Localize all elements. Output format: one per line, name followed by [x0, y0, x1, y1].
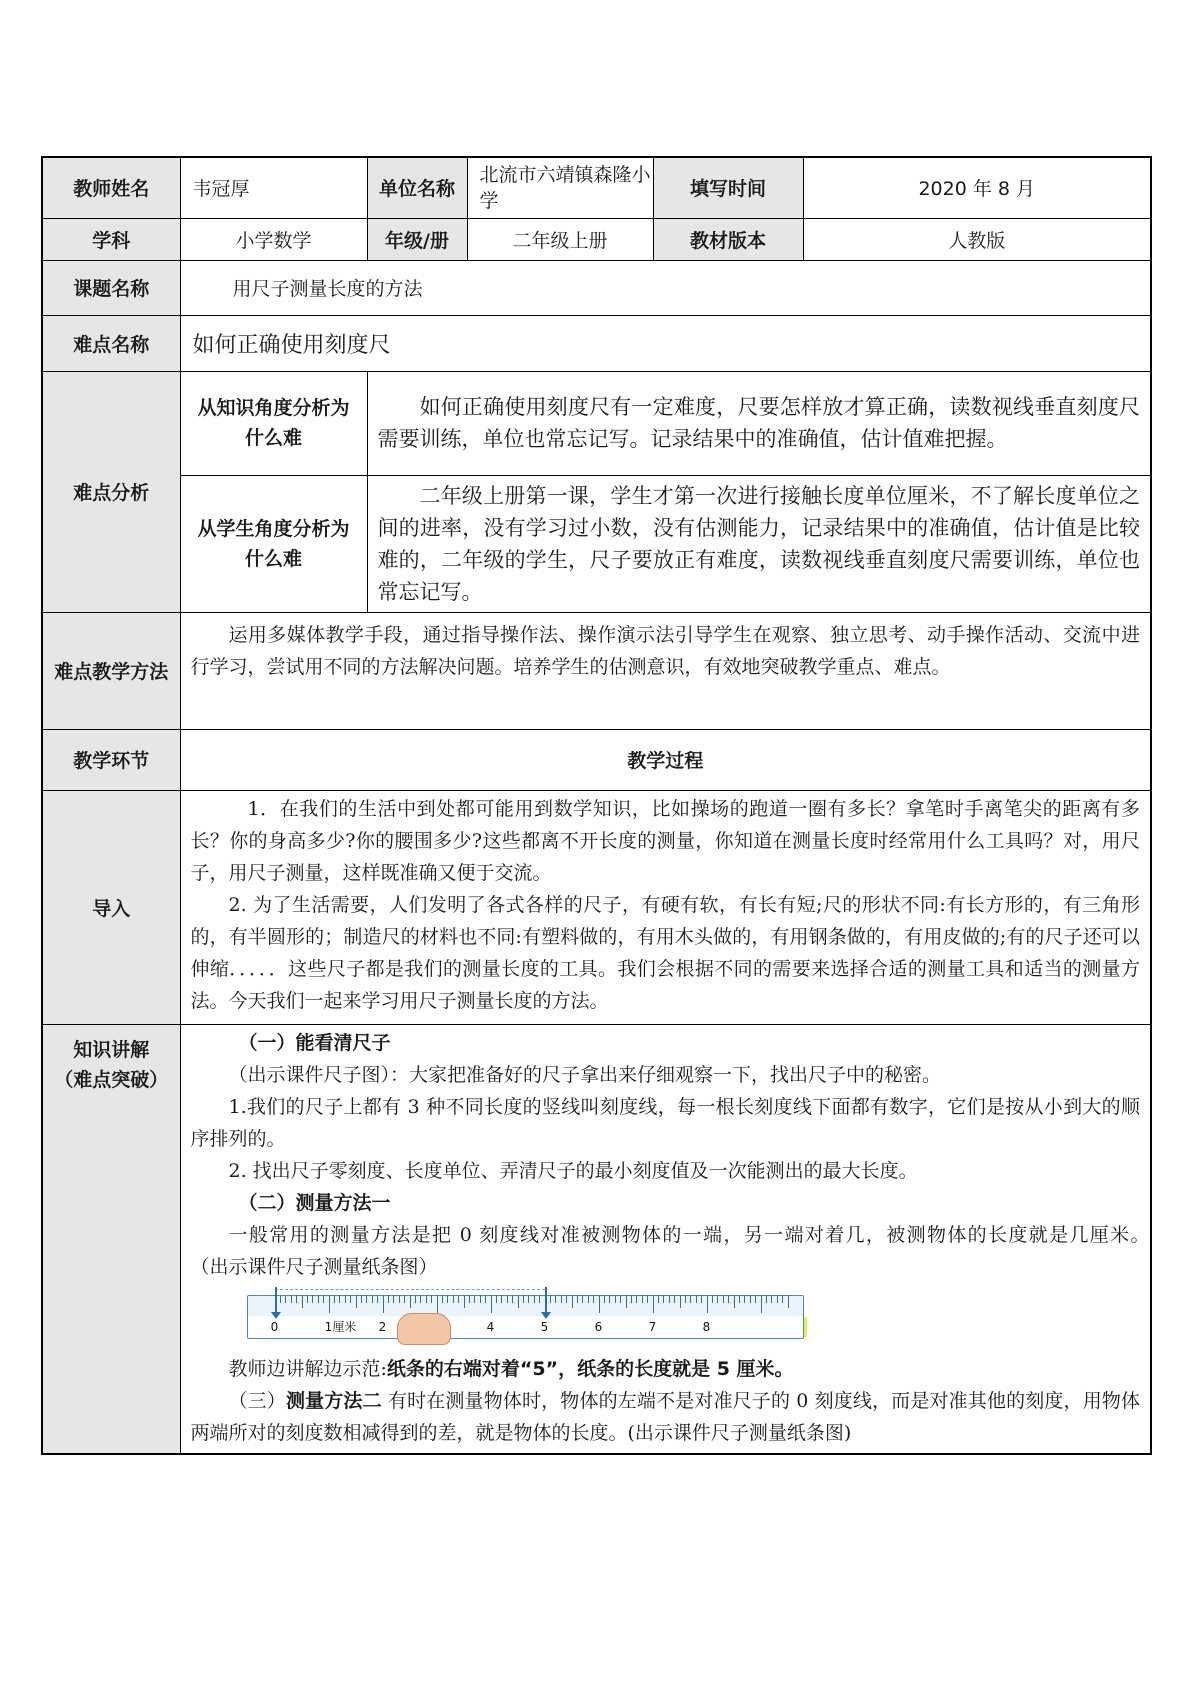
ruler-number-label: 4: [486, 1319, 495, 1334]
ruler-mm-tick: [561, 1295, 562, 1303]
ruler-mm-tick: [593, 1295, 594, 1303]
process-section-label: 教学环节: [42, 729, 180, 790]
ruler-mm-tick: [631, 1295, 632, 1303]
ruler-mm-tick: [766, 1295, 767, 1303]
teacher-label: 教师姓名: [42, 157, 180, 218]
ruler-cm-tick: [329, 1295, 330, 1313]
ruler-mm-tick: [345, 1295, 346, 1303]
ruler-number-label: 7: [648, 1319, 657, 1334]
knowledge-label: [42, 1024, 180, 1454]
topic-label: 课题名称: [42, 260, 180, 315]
ruler-mm-tick: [734, 1295, 735, 1308]
ruler-mm-tick: [696, 1295, 697, 1303]
demo-conclusion: 纸条的右端对着“5”，纸条的长度就是 5 厘米。: [386, 1357, 794, 1380]
ruler-mm-tick: [307, 1295, 308, 1303]
knowledge-paragraph-3: 2. 找出尺子零刻度、长度单位、弄清尺子的最小刻度值及一次能测出的最大长度。: [228, 1159, 918, 1182]
ruler-figure: [247, 1287, 807, 1347]
ruler-mm-tick: [518, 1295, 519, 1308]
ruler-mm-tick: [626, 1295, 627, 1308]
ruler-cm-tick: [437, 1295, 438, 1313]
process-header: 教学过程: [180, 729, 1151, 790]
ruler-cm-tick: [383, 1295, 384, 1313]
ruler-mm-tick: [442, 1295, 443, 1303]
lesson-plan-table: [41, 156, 1179, 1455]
ruler-mm-tick: [410, 1295, 411, 1308]
ruler-mm-tick: [674, 1295, 675, 1303]
ruler-mm-tick: [285, 1295, 286, 1303]
ruler-mm-tick: [712, 1295, 713, 1303]
ruler-mm-tick: [431, 1295, 432, 1303]
fill-date: 2020 年 8 月: [803, 157, 1151, 218]
ruler-mm-tick: [728, 1295, 729, 1303]
ruler-mm-tick: [685, 1295, 686, 1303]
ruler-number-label: 6: [594, 1319, 603, 1334]
ruler-mm-tick: [485, 1295, 486, 1303]
knowledge-label-line2: （难点突破）: [54, 1068, 169, 1091]
ruler-mm-tick: [512, 1295, 513, 1303]
ruler-cm-tick: [653, 1295, 654, 1313]
ruler-mm-tick: [572, 1295, 573, 1308]
edition-label: 教材版本: [653, 218, 803, 260]
ruler-mm-tick: [372, 1295, 373, 1303]
ruler-mm-tick: [501, 1295, 502, 1303]
ruler-mm-tick: [782, 1295, 783, 1303]
grade-value: 二年级上册: [467, 218, 653, 260]
ruler-mm-tick: [415, 1295, 416, 1303]
ruler-mm-tick: [458, 1295, 459, 1303]
ruler-mm-tick: [280, 1295, 281, 1303]
ruler-number-label: 5: [540, 1319, 549, 1334]
ruler-mm-tick: [291, 1295, 292, 1303]
knowledge-label-line1: 知识讲解: [73, 1038, 150, 1061]
ruler-mm-tick: [480, 1295, 481, 1303]
ruler-mm-tick: [663, 1295, 664, 1303]
ruler-mm-tick: [609, 1295, 610, 1303]
knowledge-paragraph-5: [191, 1385, 1141, 1449]
strip-outline: [275, 1289, 545, 1290]
ruler-mm-tick: [393, 1295, 394, 1303]
ruler-number-label: 1厘米: [324, 1319, 357, 1334]
section-heading-3-prefix: （三）: [228, 1389, 286, 1412]
ruler-mm-tick: [469, 1295, 470, 1303]
ruler-mm-tick: [566, 1295, 567, 1303]
ruler-mm-tick: [302, 1295, 303, 1308]
intro-paragraph-1: 1．在我们的生活中到处都可能用到数学知识，比如操场的跑道一圈有多长？拿笔时手离笔尖的距离有多长？你的身高多少?你的腰围多少?这些都离不开长度的测量，你知道在测量长度时经常用什么工具吗？对，用尺子，用尺子测量，这样既准确又便于交流。: [190, 797, 1140, 884]
difficulty-label: 难点名称: [42, 315, 180, 371]
ruler-mm-tick: [312, 1295, 313, 1303]
demo-line: [191, 1353, 1141, 1385]
ruler-mm-tick: [534, 1295, 535, 1303]
ruler-mm-tick: [366, 1295, 367, 1303]
ruler-mm-tick: [296, 1295, 297, 1303]
ruler-mm-tick: [582, 1295, 583, 1303]
ruler-mm-tick: [604, 1295, 605, 1303]
ruler-mm-tick: [464, 1295, 465, 1308]
ruler-mm-tick: [636, 1295, 637, 1303]
grade-label: 年级/册: [367, 218, 467, 260]
topic-value: 用尺子测量长度的方法: [180, 260, 1151, 315]
ruler-mm-tick: [420, 1295, 421, 1303]
ruler-mm-tick: [739, 1295, 740, 1303]
ruler-number-label: 0: [270, 1319, 279, 1334]
ruler-mm-tick: [447, 1295, 448, 1303]
ruler-mm-tick: [755, 1295, 756, 1303]
ruler-mm-tick: [339, 1295, 340, 1303]
ruler-cm-tick: [599, 1295, 600, 1313]
ruler-mm-tick: [523, 1295, 524, 1303]
student-angle-label: 从学生角度分析为什么难: [180, 475, 367, 612]
ruler-mm-tick: [507, 1295, 508, 1303]
ruler-mm-tick: [588, 1295, 589, 1303]
teacher-name: 韦冠厚: [180, 157, 367, 218]
intro-paragraph-2: 2. 为了生活需要，人们发明了各式各样的尺子，有硬有软，有长有短;尺的形状不同:有长方形的，有三角形的，有半圆形的；制造尺的材料也不同:有塑料做的，有用木头做的，有用钢条做的，有用皮做的;有的尺子还可以伸缩．．．．．这些尺子都是我们的测量长度的工具。我们会根据不同的需要来选择合适的测量工具和适当的测量方法。今天我们一起来学习用尺子测量长度的方法。: [190, 893, 1140, 1012]
subject-value: 小学数学: [180, 218, 367, 260]
ruler-mm-tick: [555, 1295, 556, 1303]
knowledge-content: [180, 1024, 1179, 1454]
ruler-mm-tick: [539, 1295, 540, 1303]
method-text: 运用多媒体教学手段，通过指导操作法、操作演示法引导学生在观察、独立思考、动手操作活动、交流中进行学习，尝试用不同的方法解决问题。培养学生的估测意识，有效地突破教学重点、难点。: [180, 612, 1151, 729]
knowledge-angle-text: 如何正确使用刻度尺有一定难度，尺要怎样放才算正确，读数视线垂直刻度尺需要训练，单位也常忘记写。记录结果中的准确值，估计值难把握。: [367, 371, 1151, 475]
ruler-mm-tick: [496, 1295, 497, 1303]
section-heading-3: 测量方法二: [285, 1389, 382, 1412]
subject-label: 学科: [42, 218, 180, 260]
edition-value: 人教版: [803, 218, 1151, 260]
section-heading-1: （一）能看清尺子: [238, 1031, 391, 1054]
ruler-mm-tick: [723, 1295, 724, 1303]
difficulty-value: 如何正确使用刻度尺: [180, 315, 1151, 371]
intro-content: [180, 790, 1151, 1024]
ruler-mm-tick: [474, 1295, 475, 1303]
ruler-mm-tick: [399, 1295, 400, 1303]
knowledge-paragraph-2: 1.我们的尺子上都有 3 种不同长度的竖线叫刻度线，每一根长刻度线下面都有数字，它们是按从小到大的顺序排列的。: [190, 1095, 1140, 1150]
ruler-mm-tick: [323, 1295, 324, 1303]
left-end-arrow-icon: [275, 1287, 277, 1317]
intro-label: 导入: [42, 790, 180, 1024]
ruler-mm-tick: [642, 1295, 643, 1303]
ruler-mm-tick: [658, 1295, 659, 1303]
ruler-mm-tick: [388, 1295, 389, 1303]
right-end-arrow-icon: [545, 1287, 547, 1317]
date-label: 填写时间: [653, 157, 803, 218]
ruler-cm-tick: [707, 1295, 708, 1313]
ruler-cm-tick: [761, 1295, 762, 1313]
ruler-mm-tick: [356, 1295, 357, 1308]
ruler-mm-tick: [669, 1295, 670, 1303]
ruler-mm-tick: [777, 1295, 778, 1303]
student-angle-text: 二年级上册第一课，学生才第一次进行接触长度单位厘米，不了解长度单位之间的进率，没有学习过小数，没有估测能力，记录结果中的准确值，估计值是比较难的，二年级的学生，尺子要放正有难度，读数视线垂直刻度尺需要训练，单位也常忘记写。: [367, 475, 1151, 612]
ruler-mm-tick: [680, 1295, 681, 1308]
ruler-mm-tick: [717, 1295, 718, 1303]
ruler-mm-tick: [350, 1295, 351, 1303]
ruler-mm-tick: [690, 1295, 691, 1303]
demo-prefix: 教师边讲解边示范:: [228, 1357, 387, 1380]
ruler-mm-tick: [620, 1295, 621, 1303]
ruler-mm-tick: [404, 1295, 405, 1303]
hand-icon: [397, 1313, 451, 1345]
ruler-mm-tick: [318, 1295, 319, 1303]
ruler-mm-tick: [750, 1295, 751, 1303]
ruler-mm-tick: [528, 1295, 529, 1303]
section-heading-2: （二）测量方法一: [238, 1191, 391, 1214]
unit-label: 单位名称: [367, 157, 467, 218]
ruler-mm-tick: [377, 1295, 378, 1303]
analysis-label: 难点分析: [42, 371, 180, 612]
ruler-mm-tick: [550, 1295, 551, 1303]
unit-name: 北流市六靖镇森隆小学: [467, 157, 653, 218]
ruler-mm-tick: [615, 1295, 616, 1303]
ruler-mm-tick: [334, 1295, 335, 1303]
ruler-cm-tick: [491, 1295, 492, 1313]
method-label: 难点教学方法: [42, 612, 180, 729]
knowledge-paragraph-1: （出示课件尺子图）：大家把准备好的尺子拿出来仔细观察一下，找出尺子中的秘密。: [228, 1063, 942, 1086]
ruler-mm-tick: [771, 1295, 772, 1303]
ruler-mm-tick: [426, 1295, 427, 1303]
ruler-mm-tick: [577, 1295, 578, 1303]
ruler-mm-tick: [453, 1295, 454, 1303]
ruler-mm-tick: [361, 1295, 362, 1303]
ruler-mm-tick: [701, 1295, 702, 1303]
ruler-number-label: 8: [702, 1319, 711, 1334]
knowledge-paragraph-4: 一般常用的测量方法是把 0 刻度线对准被测物体的一端，另一端对着几，被测物体的长度就是几厘米。 （出示课件尺子测量纸条图）: [190, 1223, 1179, 1278]
ruler-mm-tick: [788, 1295, 789, 1308]
method-two-text: 有时在测量物体时，物体的左端不是对准尺子的 0 刻度线，而是对准其他的刻度，用物体两端所对的刻度数相减得到的差，就是物体的长度。(出示课件尺子测量纸条图): [190, 1389, 1140, 1444]
knowledge-angle-label: 从知识角度分析为什么难: [180, 371, 367, 475]
ruler-mm-tick: [744, 1295, 745, 1303]
ruler-mm-tick: [647, 1295, 648, 1303]
ruler-scale-band: [248, 1296, 803, 1316]
ruler-number-label: 2: [378, 1319, 387, 1334]
